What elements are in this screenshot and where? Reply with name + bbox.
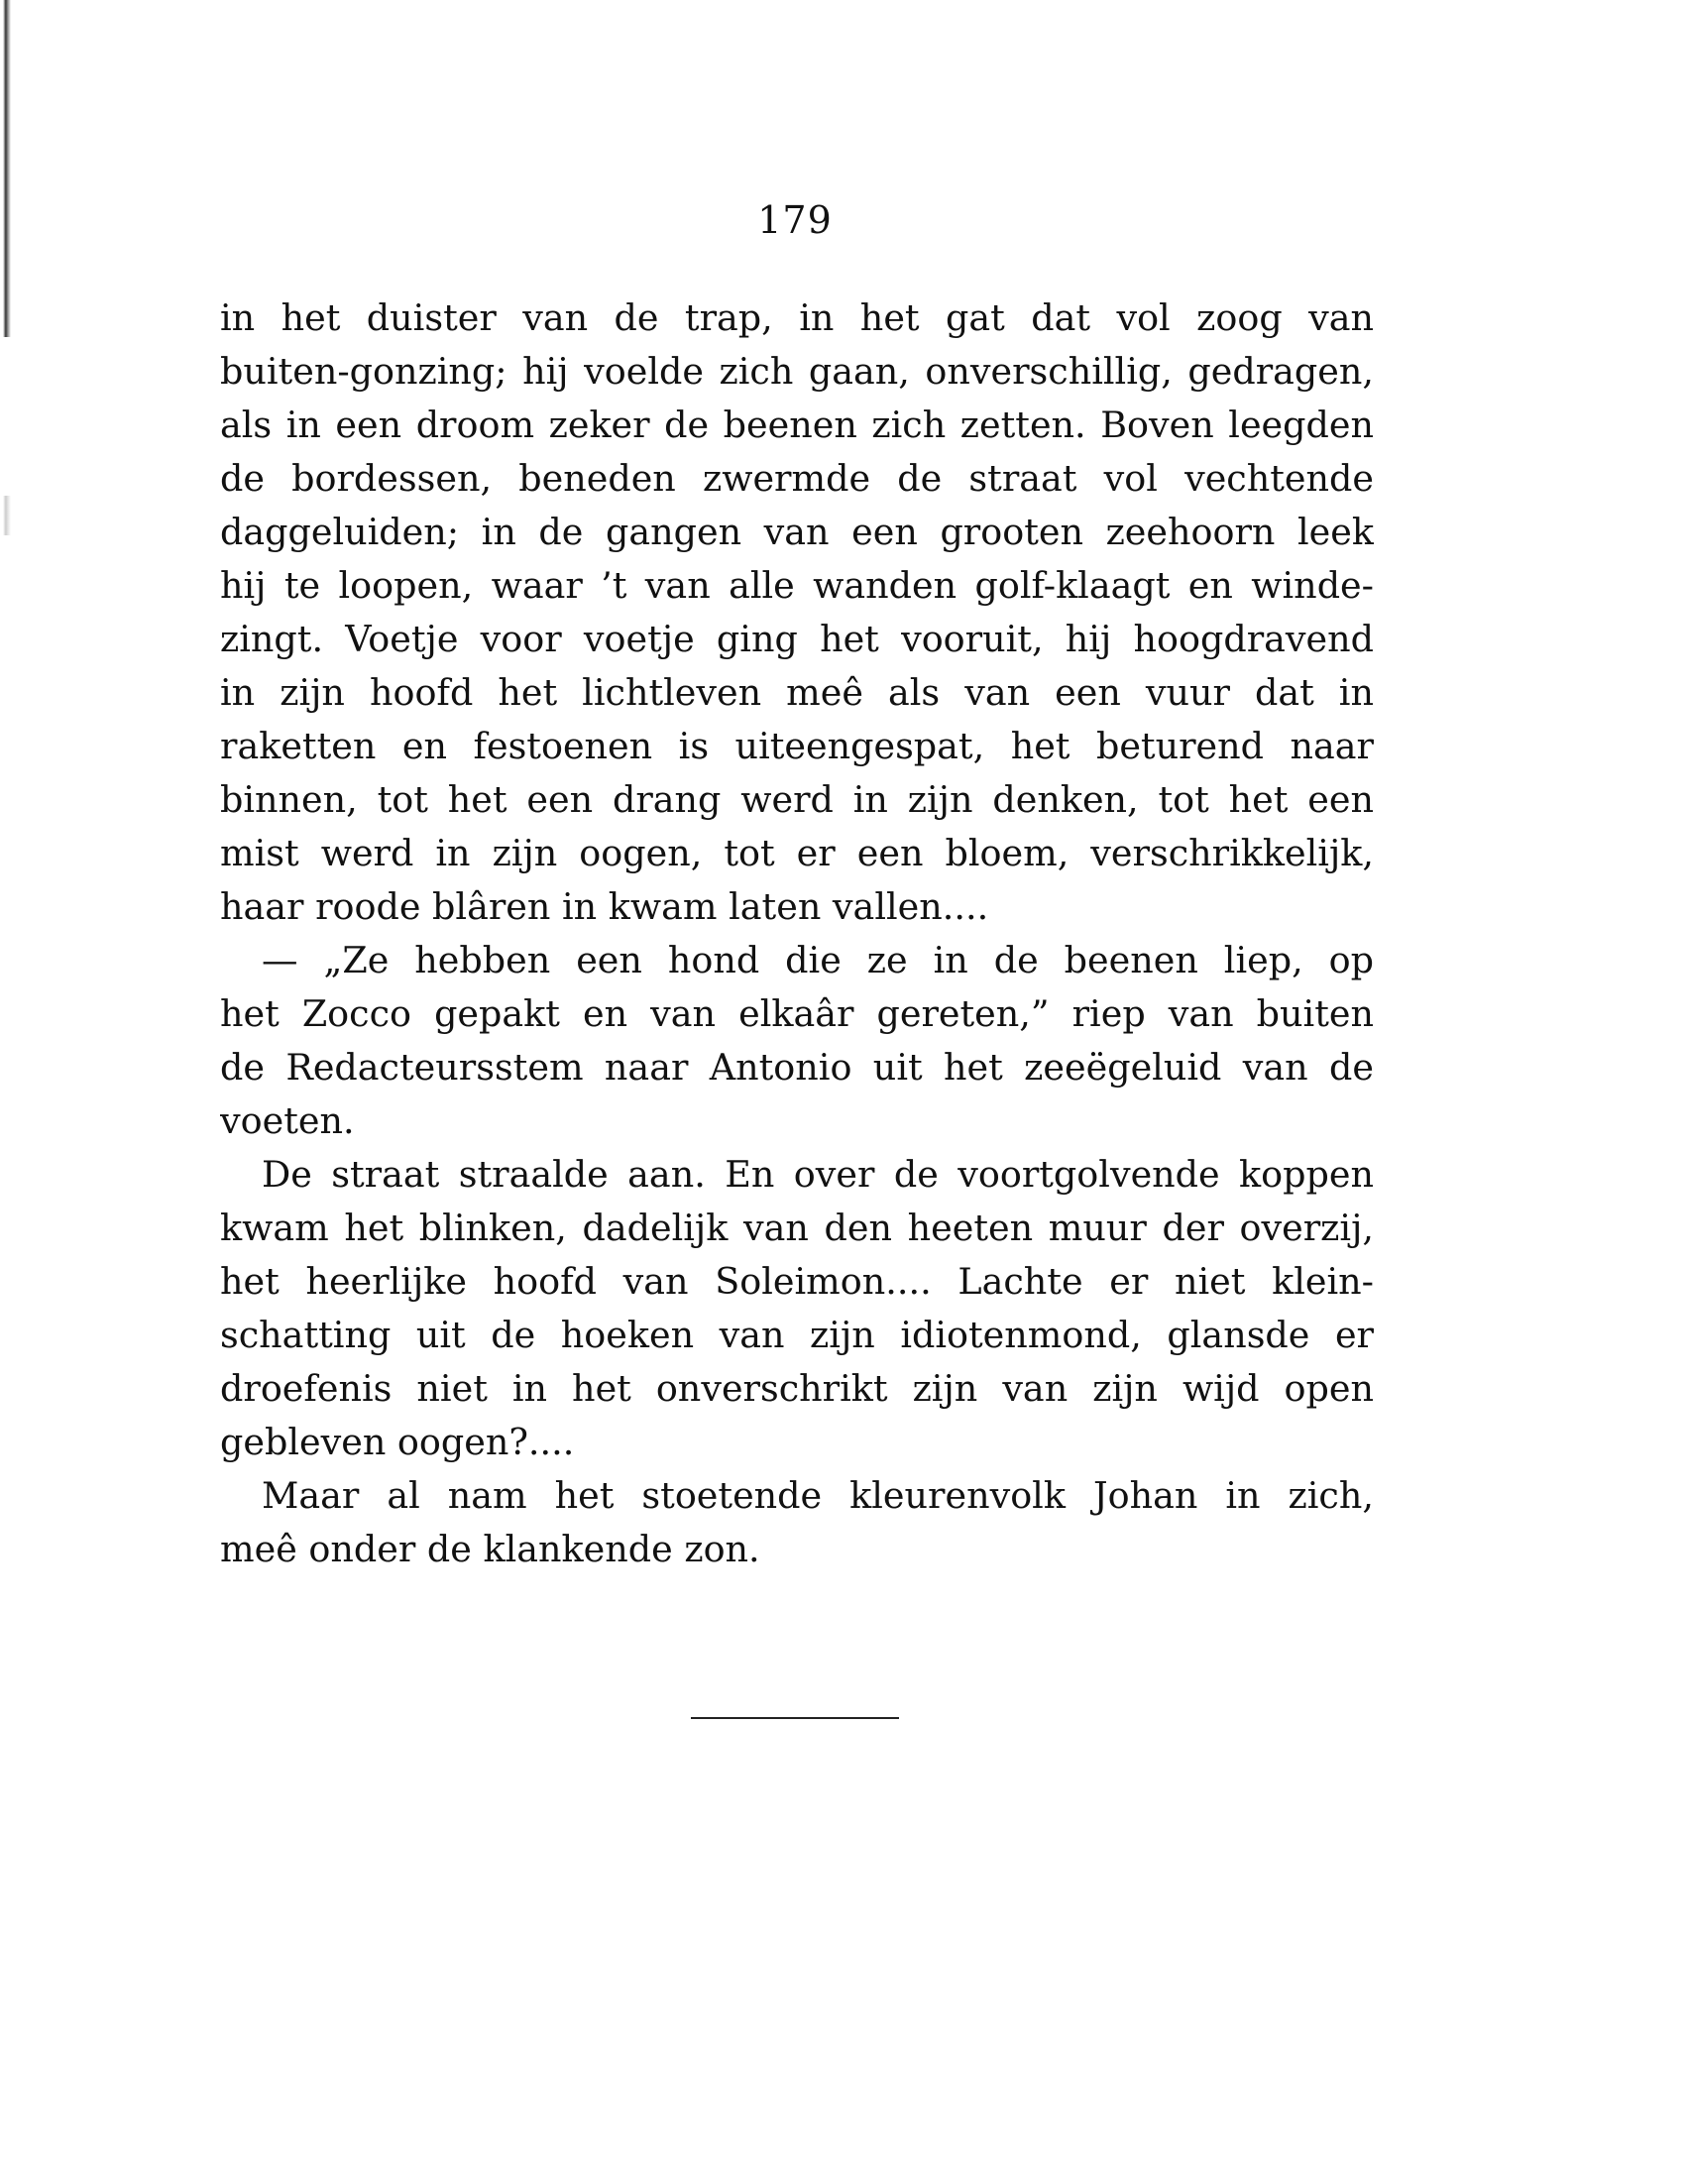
text-line: buiten-gonzing; hij voelde zich gaan, onverschillig, gedragen, [220,350,1374,393]
text-line: de bordessen, beneden zwermde de straat vol vechtende [220,457,1374,500]
text-line: als in een droom zeker de beenen zich zetten. Boven leegden [220,403,1374,446]
text-line: Maar al nam het stoetende kleurenvolk Johan in zich, [262,1474,1374,1517]
text-line: — „Ze hebben een hond die ze in de beenen liep, op [262,939,1374,981]
page-number: 179 [757,198,833,242]
text-line: voeten. [220,1099,355,1142]
text-line: hij te loopen, waar ’t van alle wanden golf-klaagt en winde- [220,564,1374,607]
text-line: gebleven oogen?.... [220,1421,575,1463]
text-line: het Zocco gepakt en van elkaâr gereten,” riep van buiten [220,992,1374,1035]
paragraph-1 [220,291,1374,934]
text-line: binnen, tot het een drang werd in zijn denken, tot het een [220,778,1374,821]
binding-edge-shadow [3,0,11,337]
text-line: droefenis niet in het onverschrikt zijn van zijn wijd open [220,1367,1374,1410]
text-line: mist werd in zijn oogen, tot er een bloem, verschrikkelijk, [220,832,1374,874]
body-text [220,291,1374,1576]
text-line: kwam het blinken, dadelijk van den heeten muur der overzij, [220,1207,1374,1249]
section-end-rule [691,1717,899,1719]
text-line: het heerlijke hoofd van Soleimon.... Lachte er niet klein- [220,1260,1374,1303]
text-line: schatting uit de hoeken van zijn idiotenmond, glansde er [220,1314,1374,1356]
text-line: raketten en festoenen is uiteengespat, het beturend naar [220,725,1374,767]
text-line: meê onder de klankende zon. [220,1528,760,1570]
text-line: in het duister van de trap, in het gat dat vol zoog van [220,296,1374,339]
text-line: in zijn hoofd het lichtleven meê als van een vuur dat in [220,671,1374,714]
text-line: de Redacteursstem naar Antonio uit het zeeëgeluid van de [220,1046,1374,1089]
text-line: haar roode blâren in kwam laten vallen.... [220,885,989,928]
text-line: zingt. Voetje voor voetje ging het vooruit, hij hoogdravend [220,618,1374,660]
paragraph-4 [220,1469,1374,1576]
binding-edge-mark [3,496,11,535]
paragraph-2 [220,934,1374,1148]
text-line: daggeluiden; in de gangen van een grooten zeehoorn leek [220,511,1374,553]
paragraph-3 [220,1148,1374,1469]
text-line: De straat straalde aan. En over de voortgolvende koppen [262,1153,1374,1196]
